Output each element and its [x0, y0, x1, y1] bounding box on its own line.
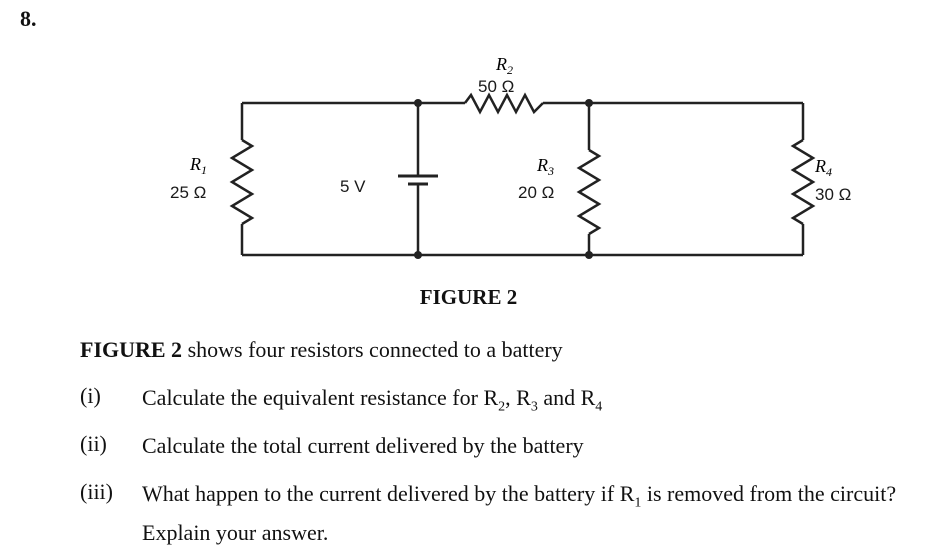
r2-symbol-label: $R_2$	[496, 54, 513, 77]
item-text: Calculate the total current delivered by the battery	[142, 433, 584, 458]
junction-node	[585, 99, 593, 107]
figure-caption: FIGURE 2	[419, 285, 518, 309]
question-number: 8.	[20, 6, 37, 31]
item-text: Calculate the equivalent resistance for $R_2$, $R_3$ and $R_4$	[142, 385, 603, 415]
item-number: (i)	[80, 383, 101, 408]
junction-node	[414, 251, 422, 259]
resistor-r1-symbol	[232, 140, 252, 224]
intro-text: shows four resistors connected to a battery	[182, 337, 563, 362]
battery-voltage-label: 5 V	[340, 177, 366, 196]
resistor-r3-symbol	[579, 150, 599, 234]
r2-value-label: 50 Ω	[478, 77, 515, 96]
junction-node	[414, 99, 422, 107]
intro-figure-ref: FIGURE 2	[80, 337, 183, 362]
question-item-i	[80, 383, 932, 422]
r4-symbol-label: $R_4$	[815, 156, 832, 179]
r1-symbol-label: $R_1$	[190, 154, 207, 177]
r1-value-label: 25 Ω	[170, 183, 207, 202]
item-number: (ii)	[80, 431, 107, 456]
item-text: What happen to the current delivered by the battery if $R_1$ is removed from the circuit? Explain your answer.	[142, 481, 897, 546]
question-item-iii	[80, 479, 932, 548]
item-number: (iii)	[80, 479, 113, 504]
question-intro	[80, 337, 563, 363]
resistor-r4-symbol	[793, 140, 813, 224]
r4-value-label: 30 Ω	[815, 185, 852, 204]
question-item-ii	[80, 431, 932, 461]
resistor-r2-symbol	[465, 95, 543, 112]
r3-value-label: 20 Ω	[518, 183, 555, 202]
r3-symbol-label: $R_3$	[537, 155, 554, 178]
junction-node	[585, 251, 593, 259]
